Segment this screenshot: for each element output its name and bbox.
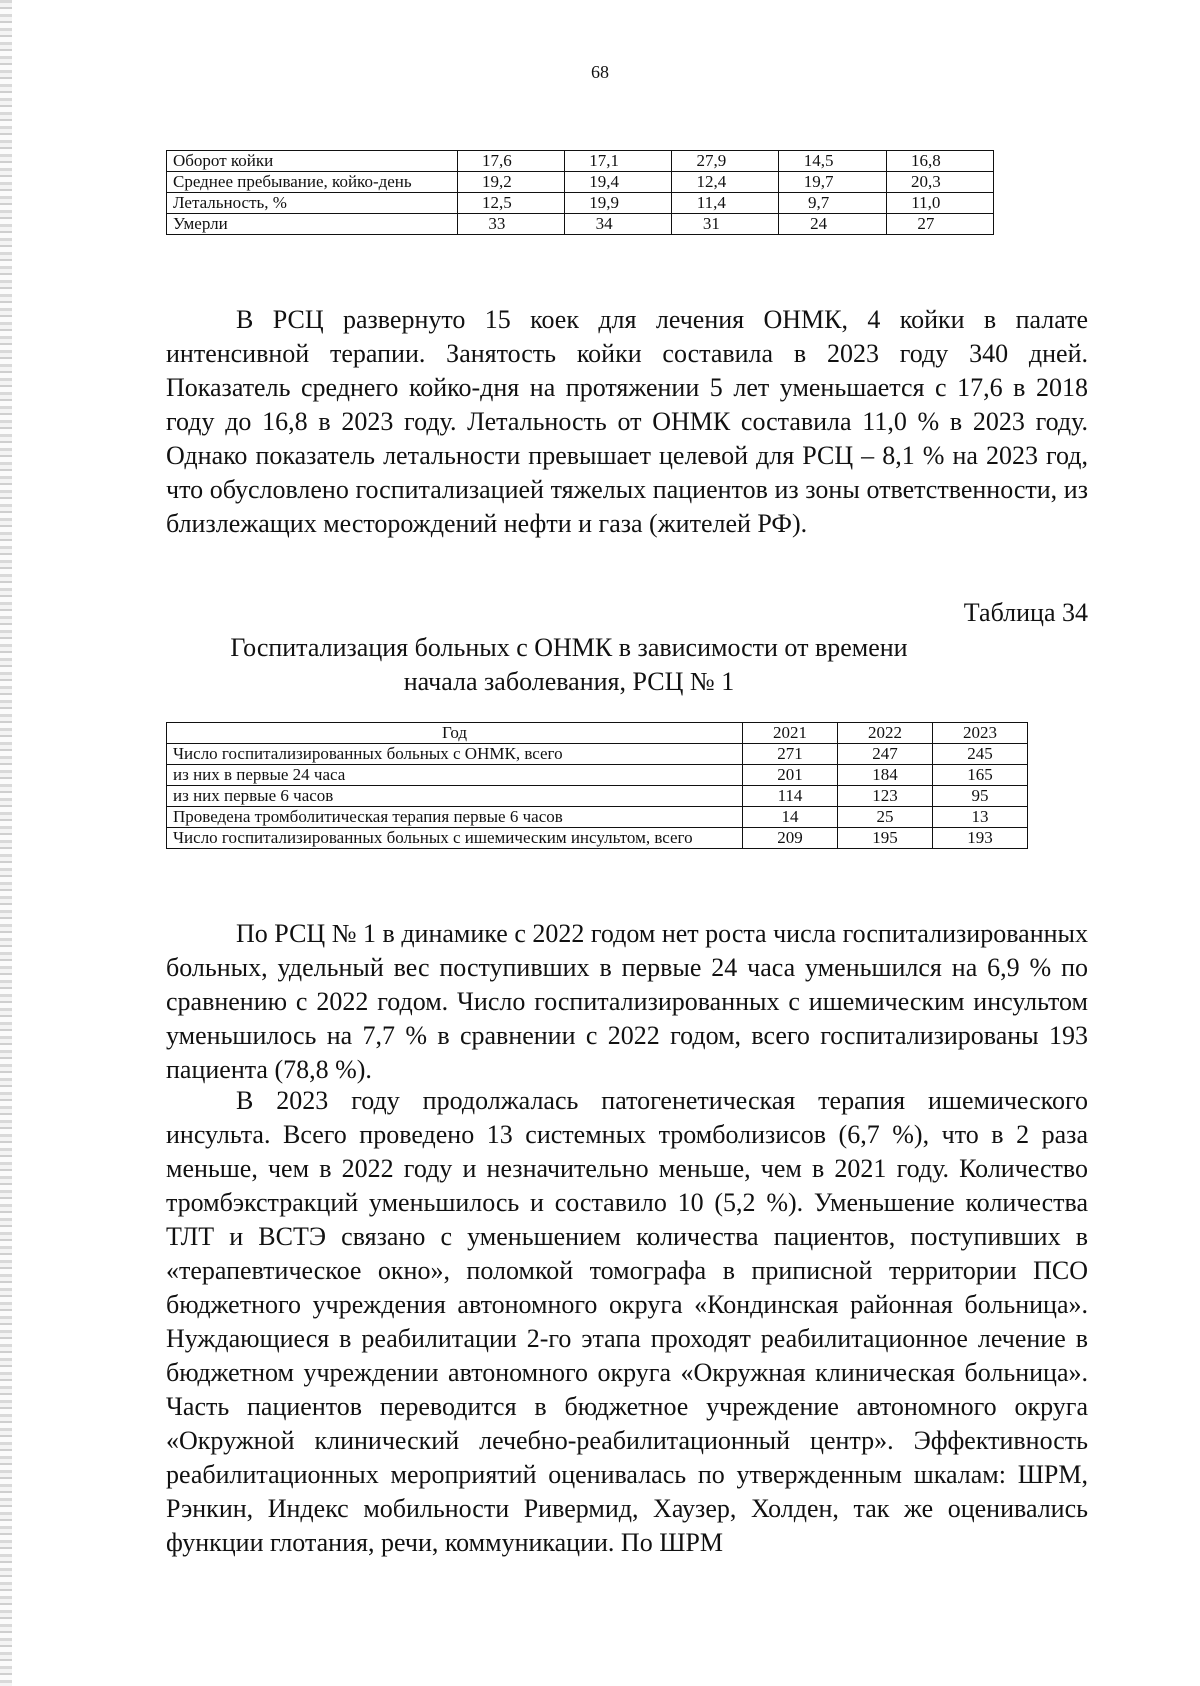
cell-value: 271 xyxy=(743,744,838,765)
table-row xyxy=(167,744,1028,765)
table-34-header-cell: 2022 xyxy=(838,723,933,744)
cell-value: 33 xyxy=(457,214,564,235)
cell-value: 209 xyxy=(743,828,838,849)
cell-value: 95 xyxy=(933,786,1028,807)
cell-value: 114 xyxy=(743,786,838,807)
cell-value: 9,7 xyxy=(779,193,886,214)
row-label: Число госпитализированных больных с ишемическим инсультом, всего xyxy=(167,828,743,849)
table-row xyxy=(167,151,994,172)
cell-value: 245 xyxy=(933,744,1028,765)
cell-value: 14,5 xyxy=(779,151,886,172)
row-label: из них в первые 24 часа xyxy=(167,765,743,786)
table-34-title-line1: Госпитализация больных с ОНМК в зависимости от времени xyxy=(230,633,908,662)
table-row xyxy=(167,807,1028,828)
table-34-title-line2: начала заболевания, РСЦ № 1 xyxy=(403,667,735,696)
cell-value: 193 xyxy=(933,828,1028,849)
cell-value: 27 xyxy=(886,214,993,235)
cell-value: 19,7 xyxy=(779,172,886,193)
page-number: 68 xyxy=(591,62,609,82)
cell-value: 13 xyxy=(933,807,1028,828)
cell-value: 19,4 xyxy=(564,172,671,193)
row-label: Среднее пребывание, койко-день xyxy=(167,172,458,193)
cell-value: 27,9 xyxy=(672,151,779,172)
table-34-body xyxy=(167,744,1028,849)
cell-value: 11,4 xyxy=(672,193,779,214)
cell-value: 165 xyxy=(933,765,1028,786)
table-34-header-cell: Год xyxy=(167,723,743,744)
cell-value: 16,8 xyxy=(886,151,993,172)
cell-value: 34 xyxy=(564,214,671,235)
cell-value: 247 xyxy=(838,744,933,765)
cell-value: 201 xyxy=(743,765,838,786)
cell-value: 12,4 xyxy=(672,172,779,193)
table-row xyxy=(167,786,1028,807)
cell-value: 19,9 xyxy=(564,193,671,214)
table-34-header-cell: 2023 xyxy=(933,723,1028,744)
cell-value: 123 xyxy=(838,786,933,807)
paragraph-rsc-dynamics: По РСЦ № 1 в динамике с 2022 годом нет роста числа госпитализированных больных, удельный вес поступивших в первые 24 часа уменьшился на 6,9 % по сравнению с 2022 годом. Число госпитализированных с ишемическим инсультом уменьшилось на 7,7 % в сравнении с 2022 годом, всего госпитализированы 193 пациента (78,8 %). xyxy=(166,919,1088,1084)
row-label: Летальность, % xyxy=(167,193,458,214)
table-continued-body xyxy=(167,151,994,235)
row-label: из них первые 6 часов xyxy=(167,786,743,807)
table-34-number: Таблица 34 xyxy=(963,598,1088,627)
cell-value: 17,1 xyxy=(564,151,671,172)
row-label: Оборот койки xyxy=(167,151,458,172)
table-34-header-cell: 2021 xyxy=(743,723,838,744)
cell-value: 14 xyxy=(743,807,838,828)
table-row xyxy=(167,193,994,214)
cell-value: 20,3 xyxy=(886,172,993,193)
cell-value: 31 xyxy=(672,214,779,235)
table-row xyxy=(167,828,1028,849)
table-34-header-row xyxy=(167,723,1028,744)
table-34 xyxy=(166,722,1028,849)
cell-value: 12,5 xyxy=(457,193,564,214)
cell-value: 17,6 xyxy=(457,151,564,172)
cell-value: 24 xyxy=(779,214,886,235)
row-label: Проведена тромболитическая терапия первые 6 часов xyxy=(167,807,743,828)
paragraph-rsc-beds: В РСЦ развернуто 15 коек для лечения ОНМК, 4 койки в палате интенсивной терапии. Занятость койки составила в 2023 году 340 дней. Показатель среднего койко-дня на протяжении 5 лет уменьшается с 17,6 в 2018 году до 16,8 в 2023 году. Летальность от ОНМК составила 11,0 % в 2023 году. Однако показатель летальности превышает целевой для РСЦ – 8,1 % на 2023 год, что обусловлено госпитализацией тяжелых пациентов из зоны ответственности, из близлежащих месторождений нефти и газа (жителей РФ). xyxy=(166,305,1088,538)
table-row xyxy=(167,765,1028,786)
cell-value: 195 xyxy=(838,828,933,849)
table-row xyxy=(167,172,994,193)
cell-value: 11,0 xyxy=(886,193,993,214)
cell-value: 25 xyxy=(838,807,933,828)
cell-value: 184 xyxy=(838,765,933,786)
row-label: Число госпитализированных больных с ОНМК, всего xyxy=(167,744,743,765)
cell-value: 19,2 xyxy=(457,172,564,193)
table-row xyxy=(167,214,994,235)
paragraph-therapy: В 2023 году продолжалась патогенетическая терапия ишемического инсульта. Всего проведено 13 системных тромболизисов (6,7 %), что в 2 раза меньше, чем в 2022 году и незначительно меньше, чем в 2021 году. Количество тромбэкстракций уменьшилось и составило 10 (5,2 %). Уменьшение количества ТЛТ и ВСТЭ связано с уменьшением количества пациентов, поступивших в «терапевтическое окно», поломкой томографа в приписной территории ПСО бюджетного учреждения автономного округа «Кондинская районная больница». Нуждающиеся в реабилитации 2-го этапа проходят реабилитационное лечение в бюджетном учреждении автономного округа «Окружная клиническая больница». Часть пациентов переводится в бюджетное учреждение автономного округа «Окружной клинический лечебно-реабилитационный центр». Эффективность реабилитационных мероприятий оценивалась по утвержденным шкалам: ШРМ, Рэнкин, Индекс мобильности Ривермид, Хаузер, Холден, так же оценивались функции глотания, речи, коммуникации. По ШРМ xyxy=(166,1086,1088,1557)
scan-edge-artifact xyxy=(0,0,12,1686)
table-34-title xyxy=(166,631,972,699)
row-label: Умерли xyxy=(167,214,458,235)
table-continued xyxy=(166,150,994,235)
